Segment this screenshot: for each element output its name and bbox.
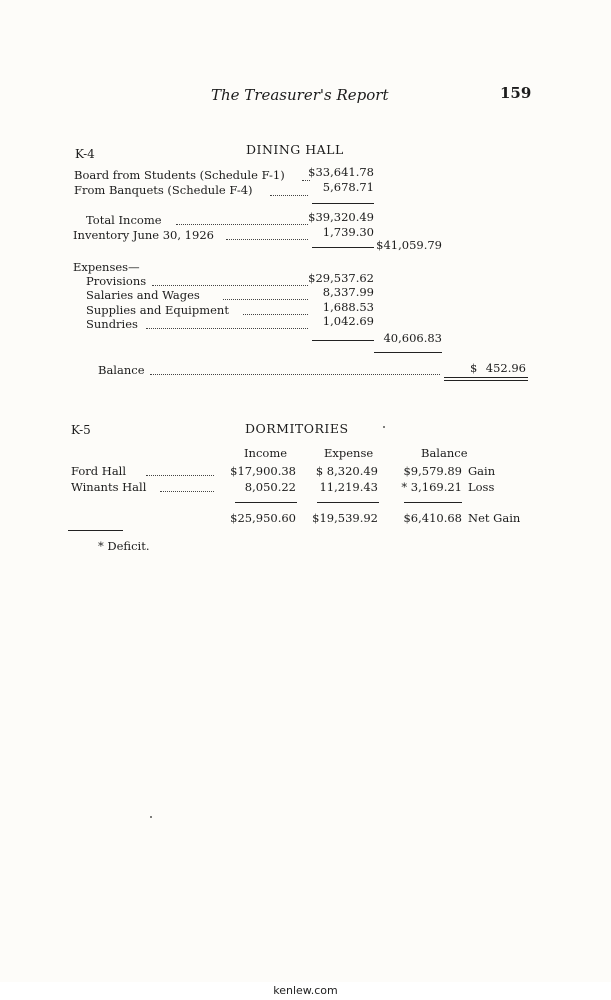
expenses-total-value: 40,606.83 — [383, 331, 442, 345]
balance-label: Balance — [98, 363, 145, 377]
row-expense: $ 8,320.49 — [315, 464, 378, 478]
row-note: Gain — [468, 464, 496, 478]
paper-speck — [150, 816, 152, 818]
banquets-label: From Banquets (Schedule F-4) — [74, 183, 253, 197]
subtotal-rule — [312, 247, 374, 248]
section-code-k5: K-5 — [71, 423, 91, 437]
leader-dots — [150, 374, 440, 375]
total-income: $25,950.60 — [230, 511, 296, 525]
total-income-label: Total Income — [86, 213, 162, 227]
leader-dots — [243, 314, 308, 315]
inventory-value: 1,739.30 — [322, 225, 374, 239]
row-note: Loss — [468, 480, 495, 494]
row-name: Winants Hall — [71, 480, 147, 494]
leader-dots — [270, 195, 308, 196]
income-total-rule — [235, 502, 297, 503]
balance-value: 452.96 — [485, 361, 526, 375]
salaries-value: 8,337.99 — [322, 285, 374, 299]
leader-dots — [176, 224, 308, 225]
leader-dots — [223, 299, 308, 300]
subtotal-rule — [312, 203, 374, 204]
column-header-income: Income — [244, 446, 288, 460]
paper-speck — [383, 426, 385, 428]
source-footer: kenlew.com — [0, 982, 611, 1000]
board-label: Board from Students (Schedule F-1) — [74, 168, 285, 182]
inventory-label: Inventory June 30, 1926 — [73, 228, 214, 242]
total-expense: $19,539.92 — [312, 511, 378, 525]
row-expense: 11,219.43 — [319, 480, 378, 494]
provisions-label: Provisions — [86, 274, 147, 288]
banquets-value: 5,678.71 — [322, 180, 374, 194]
gross-sum-value: $41,059.79 — [376, 238, 442, 252]
salaries-label: Salaries and Wages — [86, 288, 200, 302]
leader-dots — [226, 239, 308, 240]
sundries-value: 1,042.69 — [322, 314, 374, 328]
total-note: Net Gain — [468, 511, 521, 525]
column-header-expense: Expense — [324, 446, 374, 460]
supplies-value: 1,688.53 — [322, 300, 374, 314]
running-header-title: The Treasurer's Report — [211, 86, 389, 104]
row-income: $17,900.38 — [230, 464, 296, 478]
leader-dots — [146, 475, 214, 476]
total-income-value: $39,320.49 — [308, 210, 374, 224]
column-header-balance: Balance — [421, 446, 468, 460]
provisions-value: $29,537.62 — [308, 271, 374, 285]
balance-double-rule — [444, 377, 528, 381]
row-balance: * 3,169.21 — [401, 480, 462, 494]
balance-currency: $ — [470, 361, 478, 375]
section-title-dormitories: DORMITORIES — [245, 421, 349, 436]
sundries-label: Sundries — [86, 317, 138, 331]
row-income: 8,050.22 — [244, 480, 296, 494]
expenses-heading: Expenses— — [73, 260, 140, 274]
page-number: 159 — [500, 84, 532, 102]
footnote-rule — [68, 530, 123, 531]
subtotal-rule — [312, 340, 374, 341]
expense-total-rule — [317, 502, 379, 503]
supplies-label: Supplies and Equipment — [86, 303, 229, 317]
row-name: Ford Hall — [71, 464, 127, 478]
footnote: * Deficit. — [98, 539, 150, 553]
row-balance: $9,579.89 — [403, 464, 462, 478]
board-value: $33,641.78 — [308, 165, 374, 179]
leader-dots — [146, 328, 308, 329]
section-code-k4: K-4 — [75, 147, 95, 161]
leader-dots — [152, 285, 308, 286]
section-title-dining-hall: DINING HALL — [246, 142, 344, 157]
balance-total-rule — [404, 502, 462, 503]
total-rule — [374, 352, 442, 353]
leader-dots — [160, 491, 214, 492]
total-balance: $6,410.68 — [403, 511, 462, 525]
